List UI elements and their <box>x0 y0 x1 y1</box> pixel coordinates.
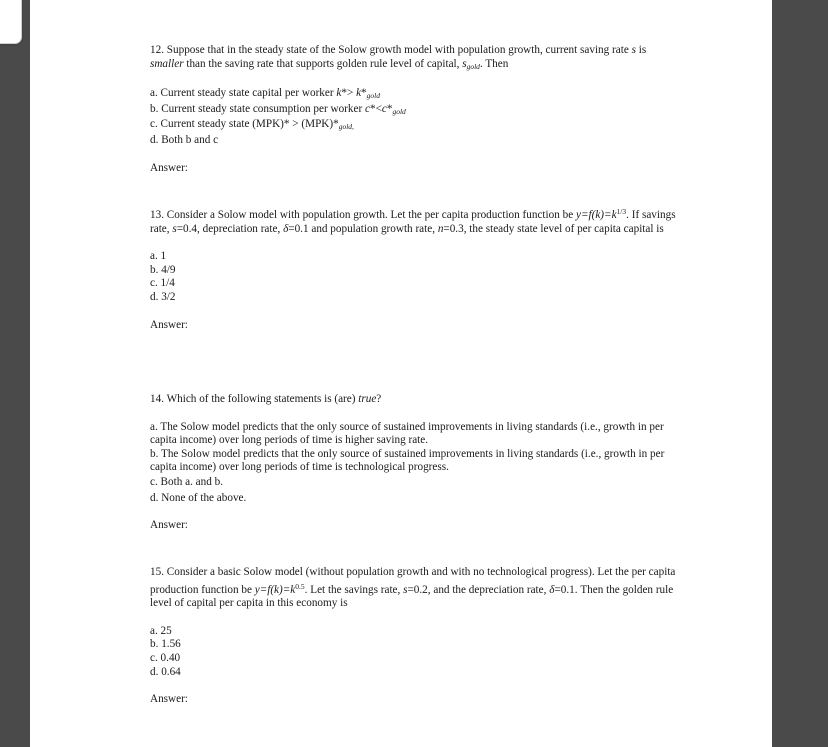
document-page <box>30 0 772 747</box>
option-b: b. The Solow model predicts that the only source of sustained improvements in living standards (i.e., growth in per capita income) over long periods of time is technological progress. <box>150 447 665 474</box>
stem-emphasis-true: true <box>358 393 377 405</box>
stem-text: 13. Consider a Solow model with population growth. Let the per capita production function be <box>150 209 576 221</box>
option-a: a. 1 <box>150 250 167 263</box>
option-var-k: k <box>336 87 342 100</box>
stem-text: 12. Suppose that in the steady state of the Solow growth model with population growth, current saving rate <box>150 44 632 56</box>
option-b: b. 4/9 <box>150 263 176 276</box>
answer-label: Answer: <box>150 519 188 532</box>
stem-var-delta: δ <box>283 222 289 235</box>
option-d: d. Both b and c <box>150 133 219 146</box>
stem-function: y=f(k)=k <box>254 583 296 596</box>
answer-label: Answer: <box>150 161 188 174</box>
option-subscript: gold <box>392 106 406 116</box>
question-13-stem <box>150 205 680 236</box>
left-viewer-margin <box>0 0 30 747</box>
option-c: c. Both a. and b. <box>150 475 224 488</box>
stem-var-delta: δ <box>549 583 555 596</box>
stem-exponent: 1/3 <box>616 207 627 216</box>
stem-text: . Let the savings rate, <box>304 583 404 596</box>
stem-var-s: s <box>631 44 636 56</box>
option-b <box>150 103 680 119</box>
stem-text: than the saving rate that supports golden rule level of capital, <box>183 57 463 70</box>
option-text: *< <box>369 102 382 115</box>
option-c <box>150 118 680 134</box>
question-13-options <box>150 250 680 304</box>
option-a: a. 25 <box>150 624 172 637</box>
option-c: c. 0.40 <box>150 651 181 664</box>
option-subscript: gold, <box>338 122 354 132</box>
question-14-stem <box>150 393 680 407</box>
option-b: b. 1.56 <box>150 638 181 651</box>
stem-var-s-gold: s <box>462 57 467 70</box>
stem-text: =0.1 and population growth rate, <box>288 222 438 235</box>
option-subscript: gold <box>366 91 380 101</box>
answer-label: Answer: <box>150 693 188 706</box>
right-viewer-margin <box>772 0 828 747</box>
question-12 <box>150 44 680 175</box>
question-14 <box>150 393 680 533</box>
stem-text: =0.4, depreciation rate, <box>176 222 284 235</box>
question-15-options <box>150 625 680 679</box>
stem-function: y=f(k)=k <box>575 209 617 221</box>
option-d: d. 0.64 <box>150 665 181 678</box>
question-13 <box>150 205 680 332</box>
option-c: c. 1/4 <box>150 277 175 290</box>
stem-text: 14. Which of the following statements is (are) <box>150 393 359 405</box>
option-text: c. Current steady state (MPK)* > (MPK)* <box>150 118 339 131</box>
question-14-options <box>150 421 680 506</box>
option-var-c: c <box>381 102 387 115</box>
option-text: a. Current steady state capital per worker <box>150 87 337 100</box>
option-text: * <box>386 102 393 115</box>
question-15-stem <box>150 566 680 611</box>
stem-text: . If savings rate, <box>150 209 676 235</box>
option-a: a. The Solow model predicts that the only source of sustained improvements in living standards (i.e., growth in per capita income) over long periods of time is higher saving rate. <box>150 420 664 447</box>
stem-text: . Then <box>479 57 509 70</box>
option-d: d. None of the above. <box>150 491 247 504</box>
option-var-k: k <box>356 87 362 100</box>
stem-text: =0.3, the steady state level of per capita capital is <box>443 222 664 235</box>
stem-emphasis-smaller: smaller <box>150 57 184 70</box>
option-text: * <box>361 87 367 100</box>
option-text: *> <box>341 87 357 100</box>
option-var-c: c <box>365 102 370 115</box>
stem-text: 15. Consider a basic Solow model (without population growth and with no technological progress). Let the per capita production function be <box>150 566 676 596</box>
question-15 <box>150 566 680 707</box>
answer-label: Answer: <box>150 318 188 331</box>
option-text: b. Current steady state consumption per worker <box>150 102 365 115</box>
option-d: d. 3/2 <box>150 290 176 303</box>
stem-subscript-gold: gold <box>466 61 480 71</box>
question-12-options <box>150 87 680 147</box>
stem-var-s: s <box>403 583 408 596</box>
stem-text: ? <box>376 393 382 405</box>
question-12-stem <box>150 44 680 73</box>
stem-var-n: n <box>437 222 444 235</box>
option-a <box>150 87 680 103</box>
corner-tab[interactable] <box>0 0 22 44</box>
stem-text: =0.1. Then the golden rule level of capital per capita in this economy is <box>150 583 674 610</box>
stem-var-s: s <box>172 222 177 235</box>
stem-text: =0.2, and the depreciation rate, <box>407 583 550 596</box>
stem-exponent: 0.5 <box>295 581 305 591</box>
stem-text: is <box>635 44 647 56</box>
